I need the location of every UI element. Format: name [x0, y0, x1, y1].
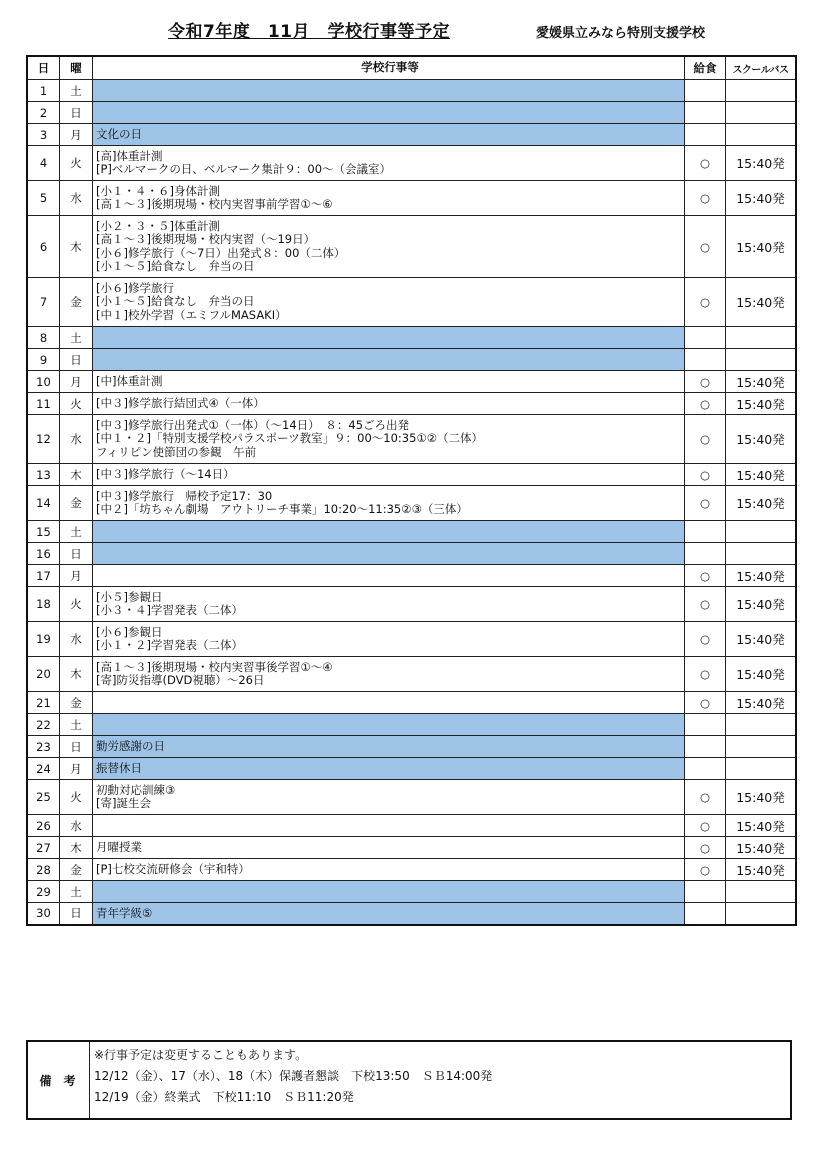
weekday-cell: 水 [60, 815, 93, 837]
meal-cell [685, 881, 726, 903]
event-line: [高１～３]後期現場・校内実習事後学習①～④ [96, 659, 333, 674]
meal-cell: ○ [685, 181, 726, 216]
events-cell [93, 146, 685, 181]
meal-cell: ○ [685, 464, 726, 486]
weekday-cell: 木 [60, 657, 93, 692]
bus-cell [726, 124, 797, 146]
day-cell: 2 [27, 102, 60, 124]
table-row [27, 736, 796, 758]
weekday-cell: 金 [60, 486, 93, 521]
weekday-cell: 木 [60, 216, 93, 278]
table-row [27, 692, 796, 714]
meal-cell [685, 80, 726, 102]
table-row [27, 216, 796, 278]
col-meal-header: 給食 [685, 56, 726, 80]
bus-cell: 15:40発 [726, 371, 797, 393]
table-row [27, 881, 796, 903]
meal-cell: ○ [685, 486, 726, 521]
meal-cell: ○ [685, 622, 726, 657]
weekday-cell: 木 [60, 837, 93, 859]
day-cell: 15 [27, 521, 60, 543]
day-cell: 6 [27, 216, 60, 278]
table-row [27, 102, 796, 124]
event-line: [中３]修学旅行（～14日） [96, 466, 235, 481]
meal-cell: ○ [685, 780, 726, 815]
meal-cell [685, 736, 726, 758]
remarks-line: 12/12（金）、17（水）、18（木）保護者懇談 下校13:50 ＳＢ14:00発 [94, 1069, 493, 1083]
event-line: [小１～５]給食なし 弁当の日 [96, 259, 255, 273]
page-title: 令和7年度 11月 学校行事等予定 [168, 22, 450, 42]
bus-cell: 15:40発 [726, 486, 797, 521]
bus-cell [726, 903, 797, 925]
school-name: 愛媛県立みなら特別支援学校 [536, 26, 706, 41]
meal-cell: ○ [685, 657, 726, 692]
weekday-cell: 土 [60, 714, 93, 736]
meal-cell [685, 758, 726, 780]
day-cell: 8 [27, 327, 60, 349]
meal-cell [685, 102, 726, 124]
col-bus-header: スクールバス [726, 56, 797, 80]
meal-cell: ○ [685, 278, 726, 327]
events-cell [93, 837, 685, 859]
day-cell: 14 [27, 486, 60, 521]
col-weekday-header: 曜 [60, 56, 93, 80]
events-cell [93, 124, 685, 146]
day-cell: 5 [27, 181, 60, 216]
bus-cell: 15:40発 [726, 657, 797, 692]
table-row [27, 587, 796, 622]
events-cell [93, 393, 685, 415]
meal-cell [685, 543, 726, 565]
table-row [27, 622, 796, 657]
table-row [27, 903, 796, 925]
day-cell: 17 [27, 565, 60, 587]
table-row [27, 415, 796, 464]
event-line: [小６]修学旅行（～7日）出発式８：00（二体） [96, 245, 346, 260]
events-cell [93, 622, 685, 657]
remarks-label: 備考 [28, 1042, 90, 1118]
weekday-cell: 火 [60, 146, 93, 181]
table-row [27, 486, 796, 521]
day-cell: 20 [27, 657, 60, 692]
weekday-cell: 金 [60, 859, 93, 881]
events-cell [93, 464, 685, 486]
bus-cell [726, 102, 797, 124]
event-line: 振替休日 [96, 760, 142, 775]
meal-cell: ○ [685, 587, 726, 622]
events-cell [93, 486, 685, 521]
table-row [27, 714, 796, 736]
weekday-cell: 月 [60, 758, 93, 780]
table-row [27, 859, 796, 881]
table-row [27, 80, 796, 102]
bus-cell: 15:40発 [726, 278, 797, 327]
events-cell [93, 80, 685, 102]
bus-cell [726, 349, 797, 371]
meal-cell: ○ [685, 393, 726, 415]
day-cell: 26 [27, 815, 60, 837]
weekday-cell: 日 [60, 349, 93, 371]
event-line: 初動対応訓練③ [96, 782, 176, 797]
event-line: [小１・４・６]身体計測 [96, 183, 220, 198]
event-line: [小６]修学旅行 [96, 280, 174, 295]
table-header-row [27, 56, 796, 80]
events-cell [93, 657, 685, 692]
bus-cell [726, 543, 797, 565]
table-row [27, 565, 796, 587]
day-cell: 29 [27, 881, 60, 903]
bus-cell: 15:40発 [726, 837, 797, 859]
table-row [27, 521, 796, 543]
table-row [27, 181, 796, 216]
weekday-cell: 土 [60, 327, 93, 349]
table-row [27, 146, 796, 181]
day-cell: 19 [27, 622, 60, 657]
schedule-table [26, 55, 797, 926]
event-line: [中]体重計測 [96, 373, 163, 388]
events-cell [93, 692, 685, 714]
table-row [27, 393, 796, 415]
events-cell [93, 780, 685, 815]
table-row [27, 543, 796, 565]
event-line: [P]ベルマークの日、ベルマーク集計９：00～（会議室） [96, 162, 392, 176]
bus-cell [726, 736, 797, 758]
event-line: [中３]修学旅行結団式④（一体） [96, 395, 265, 410]
events-cell [93, 371, 685, 393]
event-line: [中１・２]「特別支援学校パラスポーツ教室」９：00～10:35①②（二体） [96, 431, 484, 446]
bus-cell: 15:40発 [726, 415, 797, 464]
day-cell: 30 [27, 903, 60, 925]
event-line: 青年学級⑤ [96, 905, 153, 920]
bus-cell [726, 327, 797, 349]
weekday-cell: 水 [60, 622, 93, 657]
bus-cell: 15:40発 [726, 692, 797, 714]
event-line: [寄]誕生会 [96, 796, 151, 810]
weekday-cell: 月 [60, 124, 93, 146]
bus-cell: 15:40発 [726, 464, 797, 486]
bus-cell [726, 714, 797, 736]
weekday-cell: 月 [60, 371, 93, 393]
weekday-cell: 火 [60, 587, 93, 622]
day-cell: 16 [27, 543, 60, 565]
table-row [27, 278, 796, 327]
meal-cell [685, 349, 726, 371]
col-events-header: 学校行事等 [93, 56, 685, 80]
event-line: 勤労感謝の日 [96, 738, 165, 753]
weekday-cell: 月 [60, 565, 93, 587]
table-row [27, 464, 796, 486]
event-line: フィリピン使節団の参観 午前 [96, 444, 257, 459]
table-row [27, 780, 796, 815]
weekday-cell: 日 [60, 543, 93, 565]
events-cell [93, 349, 685, 371]
meal-cell [685, 903, 726, 925]
weekday-cell: 日 [60, 102, 93, 124]
weekday-cell: 日 [60, 903, 93, 925]
bus-cell: 15:40発 [726, 780, 797, 815]
day-cell: 10 [27, 371, 60, 393]
event-line: [小２・３・５]体重計測 [96, 218, 220, 233]
events-cell [93, 758, 685, 780]
day-cell: 21 [27, 692, 60, 714]
table-row [27, 758, 796, 780]
event-line: 月曜授業 [96, 839, 142, 854]
bus-cell: 15:40発 [726, 393, 797, 415]
meal-cell: ○ [685, 692, 726, 714]
bus-cell [726, 758, 797, 780]
event-line: 文化の日 [96, 126, 142, 141]
day-cell: 9 [27, 349, 60, 371]
bus-cell: 15:40発 [726, 146, 797, 181]
table-row [27, 837, 796, 859]
events-cell [93, 714, 685, 736]
bus-cell: 15:40発 [726, 216, 797, 278]
events-cell [93, 327, 685, 349]
event-line: [中２]「坊ちゃん劇場 アウトリーチ事業」10:20～11:35②③（三体） [96, 502, 468, 516]
day-cell: 1 [27, 80, 60, 102]
table-row [27, 371, 796, 393]
meal-cell: ○ [685, 371, 726, 393]
table-row [27, 327, 796, 349]
event-line: [中１]校外学習（エミフルMASAKI） [96, 307, 287, 322]
table-row [27, 124, 796, 146]
weekday-cell: 金 [60, 278, 93, 327]
event-line: [小１・２]学習発表（二体） [96, 638, 243, 652]
table-row [27, 657, 796, 692]
event-line: [小１～５]給食なし 弁当の日 [96, 294, 255, 309]
events-cell [93, 216, 685, 278]
day-cell: 4 [27, 146, 60, 181]
event-line: [高１～３]後期現場・校内実習（～19日） [96, 232, 316, 246]
day-cell: 24 [27, 758, 60, 780]
event-line: [小５]参観日 [96, 589, 163, 604]
meal-cell: ○ [685, 815, 726, 837]
event-line: [中３]修学旅行出発式①（一体）（～14日） ８：45ごろ出発 [96, 417, 410, 432]
bus-cell [726, 80, 797, 102]
bus-cell [726, 881, 797, 903]
col-day-header: 日 [27, 56, 60, 80]
meal-cell: ○ [685, 415, 726, 464]
day-cell: 13 [27, 464, 60, 486]
weekday-cell: 火 [60, 393, 93, 415]
remarks-text [94, 1045, 492, 1108]
weekday-cell: 金 [60, 692, 93, 714]
event-line: [高１～３]後期現場・校内実習事前学習①～⑥ [96, 197, 333, 211]
schedule-body [27, 80, 796, 925]
events-cell [93, 102, 685, 124]
events-cell [93, 565, 685, 587]
meal-cell [685, 124, 726, 146]
event-line: [寄]防災指導(DVD視聴）～26日 [96, 673, 265, 687]
weekday-cell: 木 [60, 464, 93, 486]
events-cell [93, 587, 685, 622]
events-cell [93, 543, 685, 565]
event-line: [小６]参観日 [96, 624, 163, 639]
day-cell: 23 [27, 736, 60, 758]
weekday-cell: 日 [60, 736, 93, 758]
bus-cell: 15:40発 [726, 587, 797, 622]
day-cell: 12 [27, 415, 60, 464]
table-row [27, 815, 796, 837]
remarks-box [26, 1040, 792, 1120]
weekday-cell: 土 [60, 80, 93, 102]
day-cell: 18 [27, 587, 60, 622]
events-cell [93, 415, 685, 464]
events-cell [93, 815, 685, 837]
weekday-cell: 水 [60, 181, 93, 216]
meal-cell: ○ [685, 565, 726, 587]
day-cell: 7 [27, 278, 60, 327]
events-cell [93, 278, 685, 327]
day-cell: 28 [27, 859, 60, 881]
events-cell [93, 859, 685, 881]
weekday-cell: 火 [60, 780, 93, 815]
meal-cell [685, 714, 726, 736]
meal-cell: ○ [685, 859, 726, 881]
day-cell: 27 [27, 837, 60, 859]
bus-cell: 15:40発 [726, 565, 797, 587]
events-cell [93, 521, 685, 543]
weekday-cell: 土 [60, 881, 93, 903]
weekday-cell: 水 [60, 415, 93, 464]
bus-cell: 15:40発 [726, 859, 797, 881]
event-line: [中３]修学旅行 帰校予定17：30 [96, 488, 273, 503]
bus-cell: 15:40発 [726, 622, 797, 657]
events-cell [93, 903, 685, 925]
weekday-cell: 土 [60, 521, 93, 543]
meal-cell: ○ [685, 216, 726, 278]
day-cell: 25 [27, 780, 60, 815]
day-cell: 11 [27, 393, 60, 415]
remarks-line: 12/19（金）終業式 下校11:10 ＳＢ11:20発 [94, 1090, 354, 1104]
meal-cell: ○ [685, 837, 726, 859]
events-cell [93, 181, 685, 216]
event-line: [小３・４]学習発表（二体） [96, 603, 243, 617]
remarks-line: ※行事予定は変更することもあります。 [94, 1048, 308, 1062]
events-cell [93, 881, 685, 903]
day-cell: 3 [27, 124, 60, 146]
event-line: [高]体重計測 [96, 148, 163, 163]
events-cell [93, 736, 685, 758]
meal-cell [685, 521, 726, 543]
bus-cell: 15:40発 [726, 815, 797, 837]
event-line: [P]七校交流研修会（宇和特） [96, 861, 250, 876]
meal-cell [685, 327, 726, 349]
day-cell: 22 [27, 714, 60, 736]
table-row [27, 349, 796, 371]
bus-cell [726, 521, 797, 543]
meal-cell: ○ [685, 146, 726, 181]
bus-cell: 15:40発 [726, 181, 797, 216]
